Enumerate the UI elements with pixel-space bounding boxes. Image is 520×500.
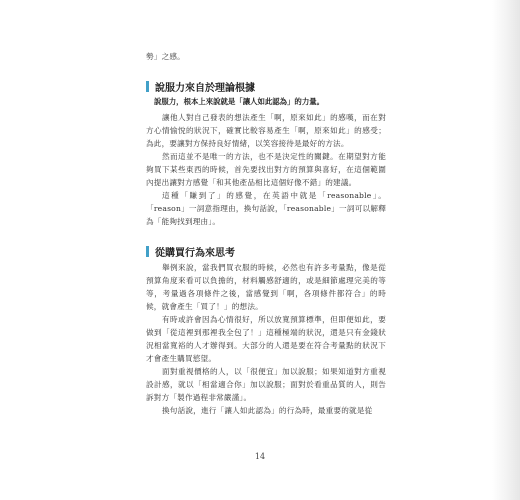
section-heading-2 — [146, 244, 386, 259]
section-heading-1-text: 說服力來自於理論根據 — [155, 83, 255, 94]
paragraph: 面對重視價格的人，以「很便宜」加以說服；如果知道對方重視設計感，就以「相當適合你」加以說服；面對於看重品質的人，則告訴對方「製作過程非常嚴謹」。 — [146, 367, 386, 402]
book-page-body — [146, 50, 386, 417]
paragraph: 舉例來說，當我們買衣服的時候，必然也有許多考量點，像是從預算角度來看可以負擔的，材料觸感舒適的，或是細節處理完美的等等，考量過各項條件之後，當感覺到「啊，各項條件都符合」的時候，就會產生「買了！」的想法。 — [146, 263, 386, 311]
paragraph: 讓他人對自己發表的想法產生「啊，原來如此」的感嘆，而在對方心情愉悅的狀況下，確實比較容易產生「啊，原來如此」的感受；為此，要讓對方保持良好情緒，以笑容接待是最好的方法。 — [146, 113, 386, 148]
paragraph: 然而這並不是唯一的方法，也不是決定性的關鍵。在期望對方能夠買下某些東西的時候，首先要找出對方的預算與喜好，在這個範圍內提出讓對方感覺「和其他產品相比這個好像不錯」的建議。 — [146, 152, 386, 187]
heading-bar-icon — [146, 246, 149, 257]
page-edge-shadow — [492, 0, 520, 500]
heading-bar-icon — [146, 81, 149, 92]
paragraph: 換句話說，進行「讓人如此認為」的行為時，最重要的就是從 — [162, 406, 373, 415]
section-heading-2-text: 從購買行為來思考 — [155, 248, 235, 259]
intro-line: 勢」之感。 — [146, 52, 185, 61]
paragraph: 有時或許會因為心情很好，所以放寬預算標準，但即便如此，要做到「從這裡到那裡我全包了！」這種極端的狀況，還是只有金錢狀況相當寬裕的人才辦得到。大部分的人還是要在符合考量點的狀況下才會產生購買慾望。 — [146, 315, 386, 363]
section-heading-1 — [146, 79, 386, 94]
page-number: 14 — [254, 452, 266, 461]
section-subheading: 說服力，根本上來說就是「讓人如此認為」的力量。 — [154, 97, 324, 106]
paragraph: 這種「賺到了」的感覺，在英語中就是「reasonable」。「reason」一詞意指理由，換句話說，「reasonable」一詞可以解釋為「能夠找到理由」。 — [146, 191, 386, 226]
